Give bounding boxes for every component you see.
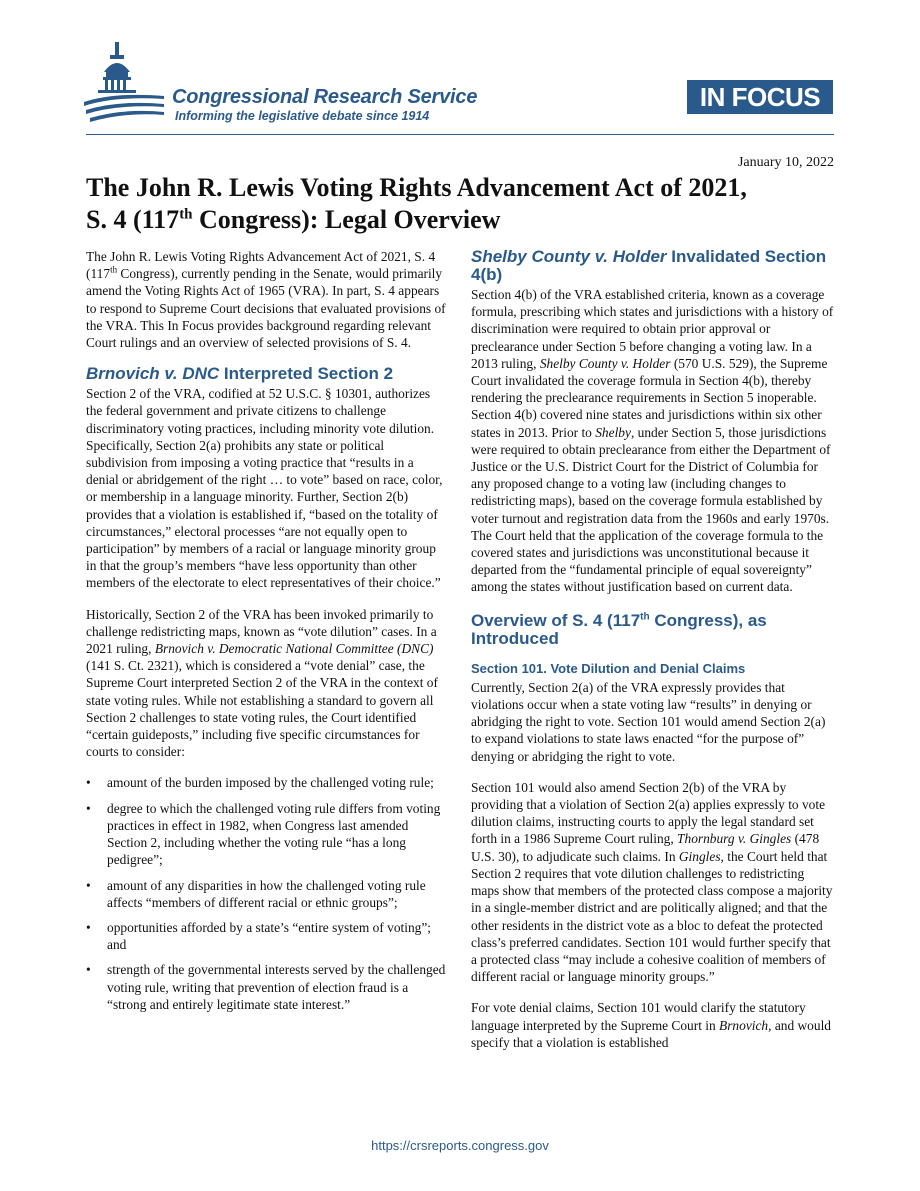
p4-text-a: For vote denial claims, Section 101 would clarify the statutory language interpreted by the Supreme Court in	[471, 1000, 806, 1033]
title-line2b: Congress): Legal Overview	[192, 205, 501, 234]
section-heading-overview	[471, 612, 835, 648]
p3-text-b: (478 U.S. 30), to adjudicate such claims. In	[471, 831, 820, 864]
footer-url-link[interactable]: https://crsreports.congress.gov	[371, 1138, 549, 1153]
publication-date: January 10, 2022	[737, 155, 834, 170]
bullet-icon: •	[86, 877, 91, 893]
org-tagline: Informing the legislative debate since 1914	[175, 109, 430, 123]
p1-text-c: , under Section 5, those jurisdictions were required to obtain preclearance from either the Department of Justice or the U.S. District Court for the District of Columbia for any proposed change to a voting law (including changes to redistricting maps), based on the coverage formula established by voter turnout and registration data from the 1960s and early 1970s. The Court held that the application of the coverage formula to the covered states and jurisdictions was unconstitutional because it departed from the “fundamental principle of equal sovereignty” among the states without justification based on current data.	[471, 424, 831, 595]
list-item	[86, 774, 448, 791]
heading-overview-b: Congress), as Introduced	[471, 610, 767, 648]
p3-text-a: Section 101 would also amend Section 2(b) of the VRA by providing that a violation of Section 2(a) applies expressly to vote dilution claims, instructing courts to apply the legal standard set forth in a 1986 Supreme Court ruling,	[471, 779, 826, 847]
list-item	[86, 919, 448, 953]
vote-denial-paragraph	[471, 999, 835, 1051]
title-line2a: S. 4 (117	[86, 205, 180, 234]
list-item	[86, 877, 448, 911]
heading-overview-a: Overview of S. 4 (117	[471, 610, 641, 630]
document-title	[86, 172, 836, 236]
gingles-paragraph	[471, 779, 835, 985]
org-name: Congressional Research Service	[172, 86, 478, 108]
bullet-icon: •	[86, 800, 91, 816]
section-heading-brnovich	[86, 365, 448, 383]
section101-paragraph: Currently, Section 2(a) of the VRA expressly provides that violations occur when a state voting law “results” in denying or abridging the right to vote. Section 101 would amend Section 2(a) to expand violations to state laws enacted “for the purpose of” denying or abridging the right to vote.	[471, 679, 826, 764]
heading-case-name: Brnovich v. DNC	[86, 364, 220, 384]
heading-overview-sup: th	[640, 611, 650, 622]
header-divider	[86, 134, 834, 135]
p3-text-c: , the Court held that Section 2 requires that vote dilution challenges to redistricting maps show that members of the protected class compose a majority in a single-member district and are politically aligned; and that the other residents in the district vote as a bloc to defeat the protected class’s preferred candidates. Section 101 would further specify that a protected class “may include a cohesive coalition of members of different racial or language minority groups.”	[471, 848, 833, 985]
p3-case-short: Gingles	[678, 848, 721, 864]
bullet-icon: •	[86, 919, 91, 935]
p2-text-a: Historically, Section 2 of the VRA has been invoked primarily to challenge redistricting maps, known as “vote dilution” cases. In a 2021 ruling,	[86, 606, 437, 657]
intro-sup: th	[110, 264, 118, 275]
list-item	[86, 961, 448, 1013]
p1-case-short: Shelby	[595, 424, 631, 440]
shelby-paragraph	[471, 286, 835, 596]
heading-rest: Invalidated Section 4(b)	[471, 247, 827, 284]
p2-case-name: Brnovich v. Democratic National Committee (DNC)	[154, 641, 434, 657]
bullet-icon: •	[86, 962, 91, 978]
section-heading-shelby	[471, 248, 835, 284]
right-column	[471, 248, 835, 1065]
p2-text-b: (141 S. Ct. 2321), which is considered a “vote denial” case, the Supreme Court interpreted Section 2 of the VRA in the context of state voting rules. While not establishing a standard to govern all Section 2 challenges to state voting rules, the Court identified “certain guideposts,” including five specific circumstances for courts to consider:	[86, 658, 438, 760]
intro-paragraph	[86, 248, 448, 351]
guideposts-list	[86, 774, 448, 1012]
section2-paragraph: Section 2 of the VRA, codified at 52 U.S.C. § 10301, authorizes the federal government and private citizens to challenge discriminatory voting practices, including minority vote dilution. Specifically, Section 2(a) prohibits any state or political subdivision from imposing a voting practice that “results in a denial or abridgement of the right … to vote” based on race, color, or membership in a language minority. Further, Section 2(b) provides that a violation is established if, “based on the totality of circumstances,” electoral processes “are not equally open to participation” by members of a racial or language minority group in that the group’s members “have less opportunity than other members of the electorate to elect representatives of their choice.”	[86, 386, 443, 591]
p1-case-name: Shelby County v. Holder	[539, 355, 671, 371]
brnovich-paragraph	[86, 606, 448, 761]
list-item-text: opportunities afforded by a state’s “entire system of voting”; and	[107, 919, 432, 953]
intro-text-a: The John R. Lewis Voting Rights Advancement Act of 2021, S. 4 (117	[86, 249, 436, 282]
bullet-icon: •	[86, 775, 91, 791]
title-line1: The John R. Lewis Voting Rights Advancement Act of 2021,	[86, 173, 747, 202]
p4-case-name: Brnovich	[719, 1017, 769, 1033]
list-item-text: strength of the governmental interests served by the challenged voting rule, writing that prevention of election fraud is a “strong and entirely legitimate state interest.”	[107, 962, 446, 1012]
subheading-section-101: Section 101. Vote Dilution and Denial Claims	[471, 660, 746, 676]
left-column	[86, 248, 448, 1021]
list-item-text: amount of the burden imposed by the challenged voting rule;	[107, 775, 434, 791]
p4-text-b: , and would specify that a violation is established	[471, 1017, 831, 1050]
heading-case-name: Shelby County v. Holder	[471, 247, 667, 266]
title-sup: th	[179, 206, 193, 223]
in-focus-badge: IN FOCUS	[687, 80, 833, 114]
list-item	[86, 800, 448, 869]
intro-text-b: Congress), currently pending in the Senate, would primarily amend the Voting Rights Act of 1965 (VRA). In part, S. 4 appears to respond to Supreme Court decisions that evaluated provisions of the VRA. This In Focus provides background regarding relevant Court rulings and an overview of selected provisions of S. 4.	[86, 266, 446, 351]
p3-case-name: Thornburg v. Gingles	[677, 831, 792, 847]
list-item-text: amount of any disparities in how the challenged voting rule affects “members of different racial or ethnic groups”;	[107, 877, 426, 910]
p1-text-a: Section 4(b) of the VRA established criteria, known as a coverage formula, prescribing which states and jurisdictions with a history of discrimination were required to obtain prior approval or preclearance under Section 5 before changing a voting law. In a 2013 ruling,	[471, 287, 834, 371]
heading-rest: Interpreted Section 2	[219, 364, 394, 384]
list-item-text: degree to which the challenged voting rule differs from voting practices in effect in 1982, when Congress last amended Section 2, including whether the voting rule “has a long pedigree”;	[107, 800, 441, 868]
p1-text-b: (570 U.S. 529), the Supreme Court invalidated the coverage formula in Section 4(b), thereby rendering the preclearance requirements in Section 5 inoperable. Section 4(b) covered nine states and jurisdictions within six other states in 2013. Prior to	[471, 355, 828, 440]
